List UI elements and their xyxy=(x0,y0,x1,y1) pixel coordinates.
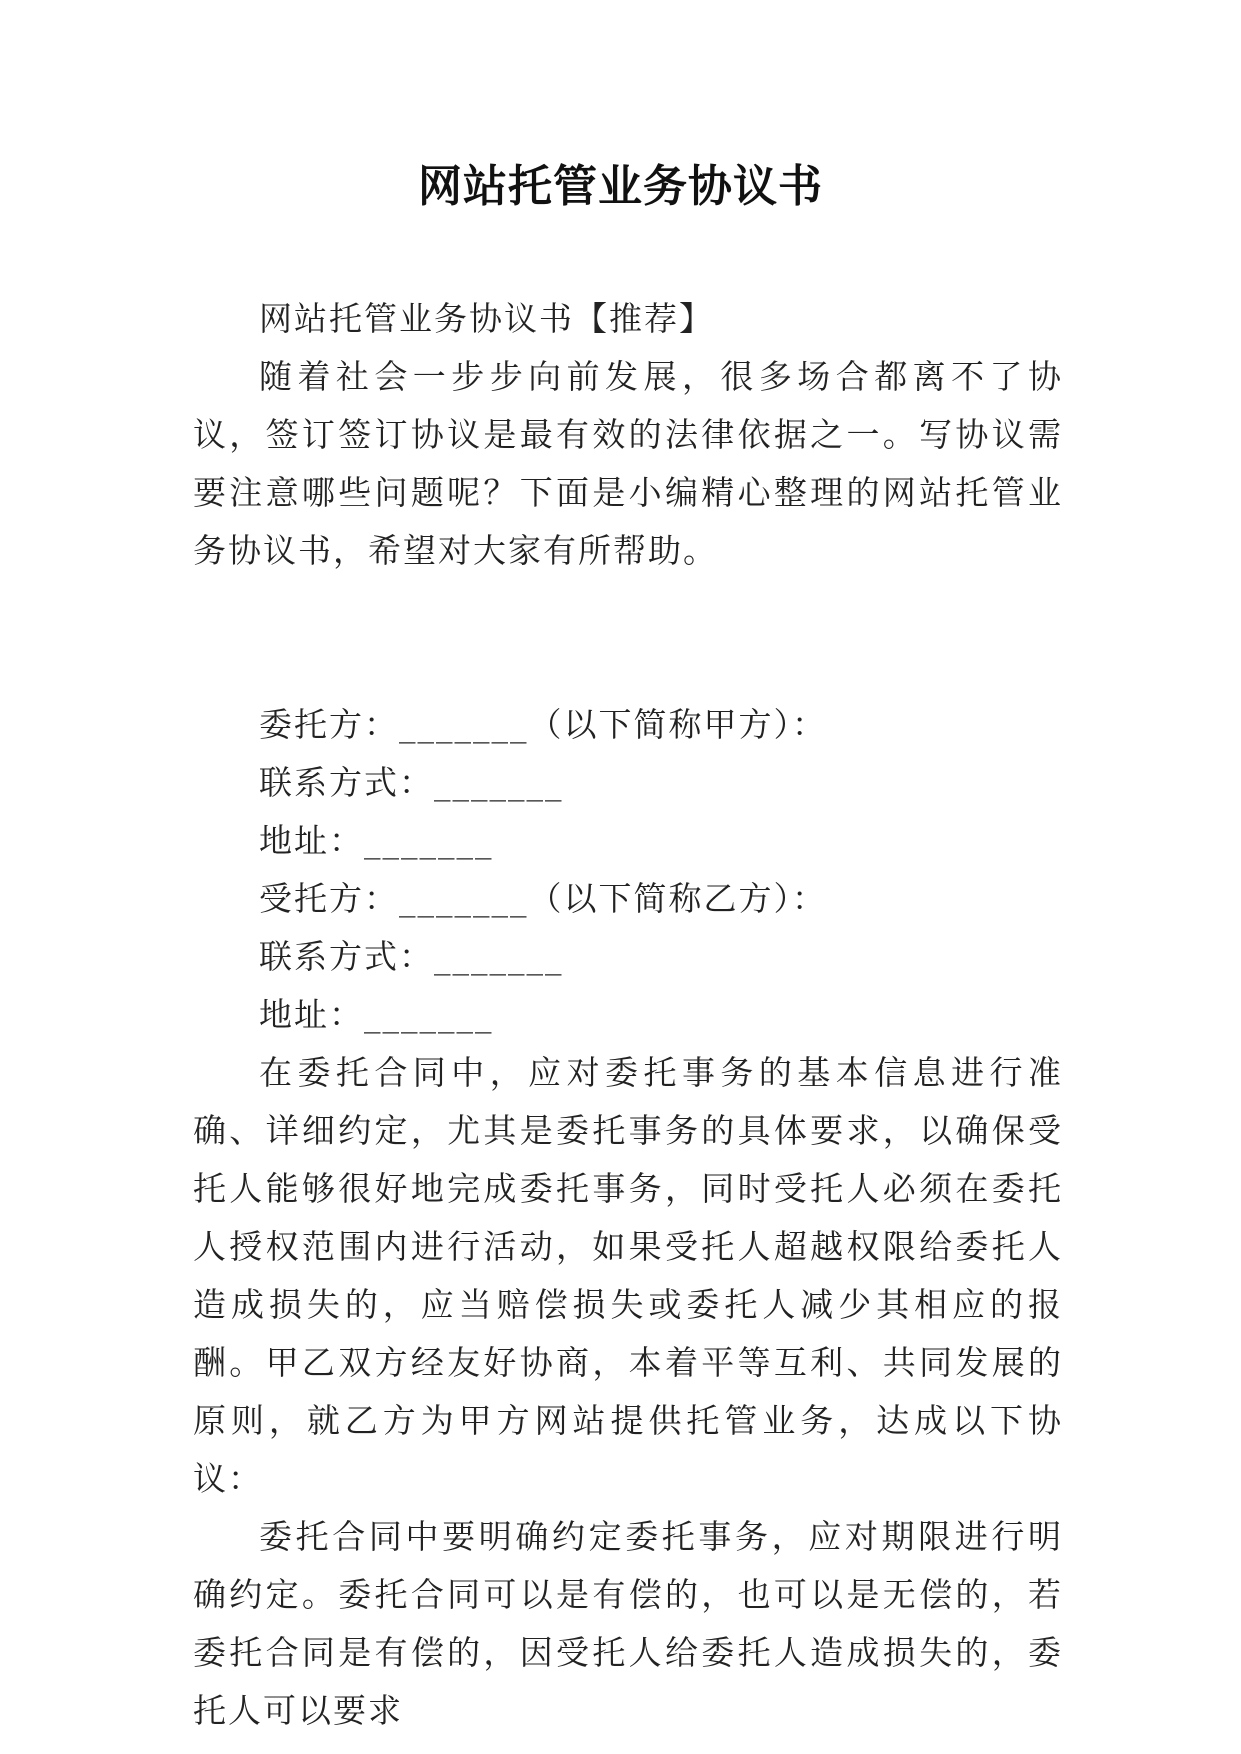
party-a-address-line: 地址：_______ xyxy=(259,821,494,860)
document-subtitle: 网站托管业务协议书【推荐】 xyxy=(259,299,714,338)
party-b-address-line: 地址：_______ xyxy=(259,995,494,1034)
party-b-line: 受托方：_______（以下简称乙方）： xyxy=(259,879,827,918)
document-title: 网站托管业务协议书 xyxy=(418,161,823,212)
intro-paragraph: 随着社会一步步向前发展，很多场合都离不了协议，签订签订协议是最有效的法律依据之一。写协议需要注意哪些问题呢？下面是小编精心整理的网站托管业务协议书，希望对大家有所帮助。 xyxy=(193,357,1063,570)
agreement-paragraph-2: 委托合同中要明确约定委托事务，应对期限进行明确约定。委托合同可以是有偿的，也可以是无偿的，若委托合同是有偿的，因受托人给委托人造成损失的，委托人可以要求 xyxy=(193,1517,1063,1730)
document-body xyxy=(193,290,1063,1740)
party-a-contact-line: 联系方式：_______ xyxy=(259,763,564,802)
agreement-paragraph-1: 在委托合同中，应对委托事务的基本信息进行准确、详细约定，尤其是委托事务的具体要求，以确保受托人能够很好地完成委托事务，同时受托人必须在委托人授权范围内进行活动，如果受托人超越权限给委托人造成损失的，应当赔偿损失或委托人减少其相应的报酬。甲乙双方经友好协商，本着平等互利、共同发展的原则，就乙方为甲方网站提供托管业务，达成以下协议： xyxy=(193,1053,1063,1498)
party-b-contact-line: 联系方式：_______ xyxy=(259,937,564,976)
paragraph-gap xyxy=(193,580,1063,696)
party-a-line: 委托方：_______（以下简称甲方）： xyxy=(259,705,827,744)
